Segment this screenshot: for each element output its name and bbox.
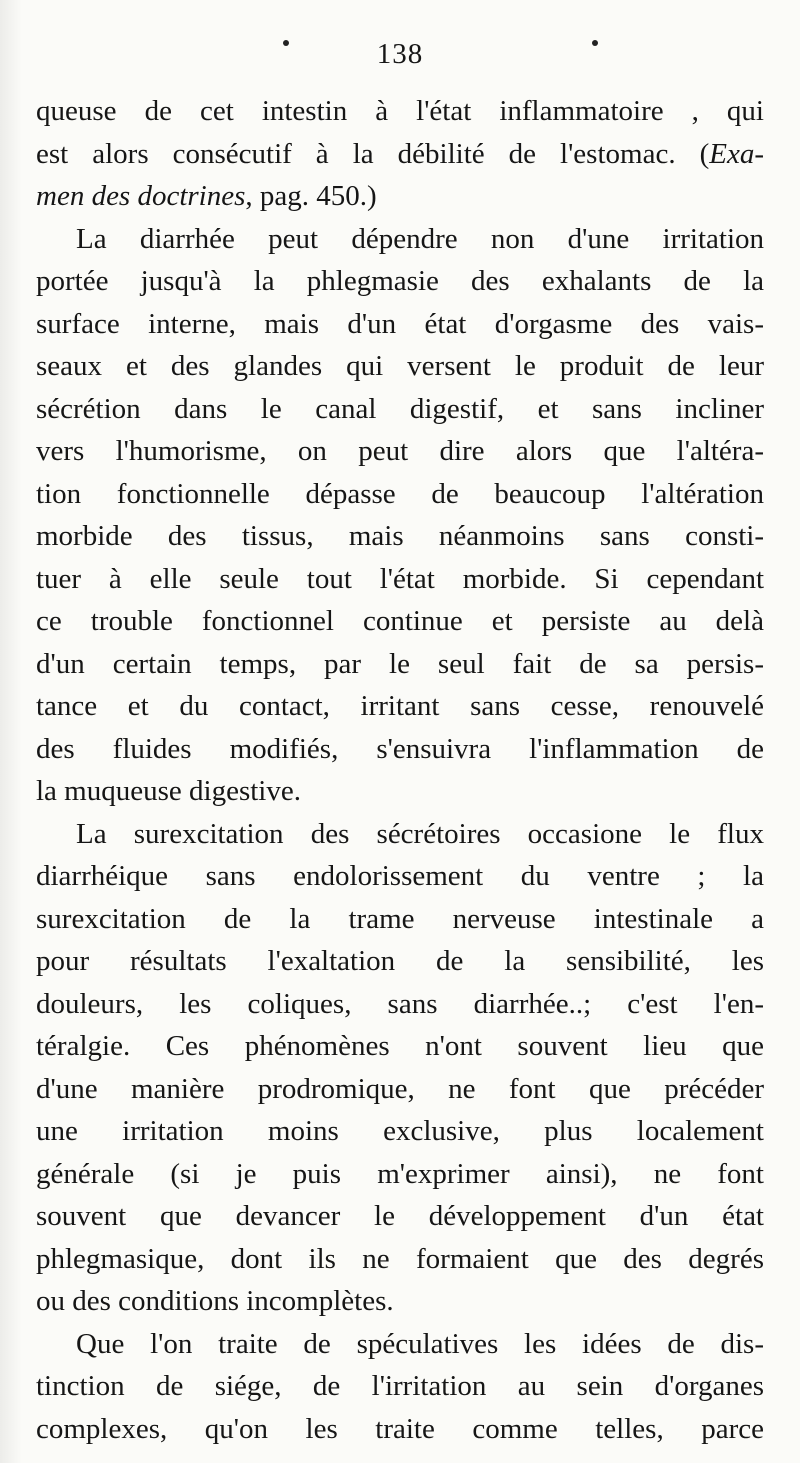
page-edge-shadow	[0, 0, 22, 1463]
text-line-9: vers l'humorisme, on peut dire alors que l'altéra-	[36, 435, 764, 467]
text-line-5: portée jusqu'à la phlegmasie des exhalants de la	[36, 265, 764, 297]
text-line-7: seaux et des glandes qui versent le produit de leur	[36, 350, 764, 382]
text-line-20: surexcitation de la trame nerveuse intestinale a	[36, 902, 764, 935]
text-line-16: des fluides modifiés, s'ensuivra l'inflammation de	[36, 732, 764, 765]
text-line-6: surface interne, mais d'un état d'orgasme des vais-	[36, 307, 764, 340]
text-line-1: queuse de cet intestin à l'état inflammatoire , qui	[36, 95, 764, 127]
text-line-32: complexes, qu'on les traite comme telles, parce	[36, 1412, 764, 1445]
text-line-10: tion fonctionnelle dépasse de beaucoup l'altération	[36, 477, 764, 510]
text-line-17: la muqueuse digestive.	[36, 775, 301, 807]
text-line-21: pour résultats l'exaltation de la sensibilité, les	[36, 945, 764, 977]
text-line-15: tance et du contact, irritant sans cesse, renouvelé	[36, 690, 764, 722]
text-line-30: Que l'on traite de spéculatives les idées de dis-	[76, 1327, 764, 1360]
text-line-11: morbide des tissus, mais néanmoins sans consti-	[36, 520, 764, 552]
text-line-23: téralgie. Ces phénomènes n'ont souvent lieu que	[36, 1030, 764, 1062]
text-line-14: d'un certain temps, par le seul fait de sa persis-	[36, 647, 764, 680]
text-line-3: men des doctrines, pag. 450.)	[36, 180, 377, 212]
text-line-24: d'une manière prodromique, ne font que précéder	[36, 1072, 764, 1105]
text-line-4: La diarrhée peut dépendre non d'une irritation	[76, 222, 764, 255]
text-line-29: ou des conditions incomplètes.	[36, 1285, 394, 1317]
text-line-12: tuer à elle seule tout l'état morbide. Si cependant	[36, 562, 764, 595]
text-line-31: tinction de siége, de l'irritation au sein d'organes	[36, 1370, 764, 1402]
page-number: 138	[376, 38, 424, 70]
text-line-8: sécrétion dans le canal digestif, et sans incliner	[36, 392, 764, 425]
text-line-18: La surexcitation des sécrétoires occasione le flux	[76, 817, 764, 850]
text-line-26: générale (si je puis m'exprimer ainsi), ne font	[36, 1157, 764, 1190]
text-line-28: phlegmasique, dont ils ne formaient que des degrés	[36, 1242, 764, 1275]
text-line-2: est alors consécutif à la débilité de l'estomac. (Exa-	[36, 137, 764, 170]
text-line-22: douleurs, les coliques, sans diarrhée..; c'est l'en-	[36, 987, 764, 1020]
text-line-27: souvent que devancer le développement d'un état	[36, 1200, 764, 1232]
text-line-25: une irritation moins exclusive, plus localement	[36, 1115, 764, 1147]
body-text	[36, 90, 764, 1450]
ornament-dot-right	[592, 40, 598, 46]
text-line-13: ce trouble fonctionnel continue et persiste au delà	[36, 605, 764, 637]
text-line-19: diarrhéique sans endolorissement du ventre ; la	[36, 860, 764, 892]
